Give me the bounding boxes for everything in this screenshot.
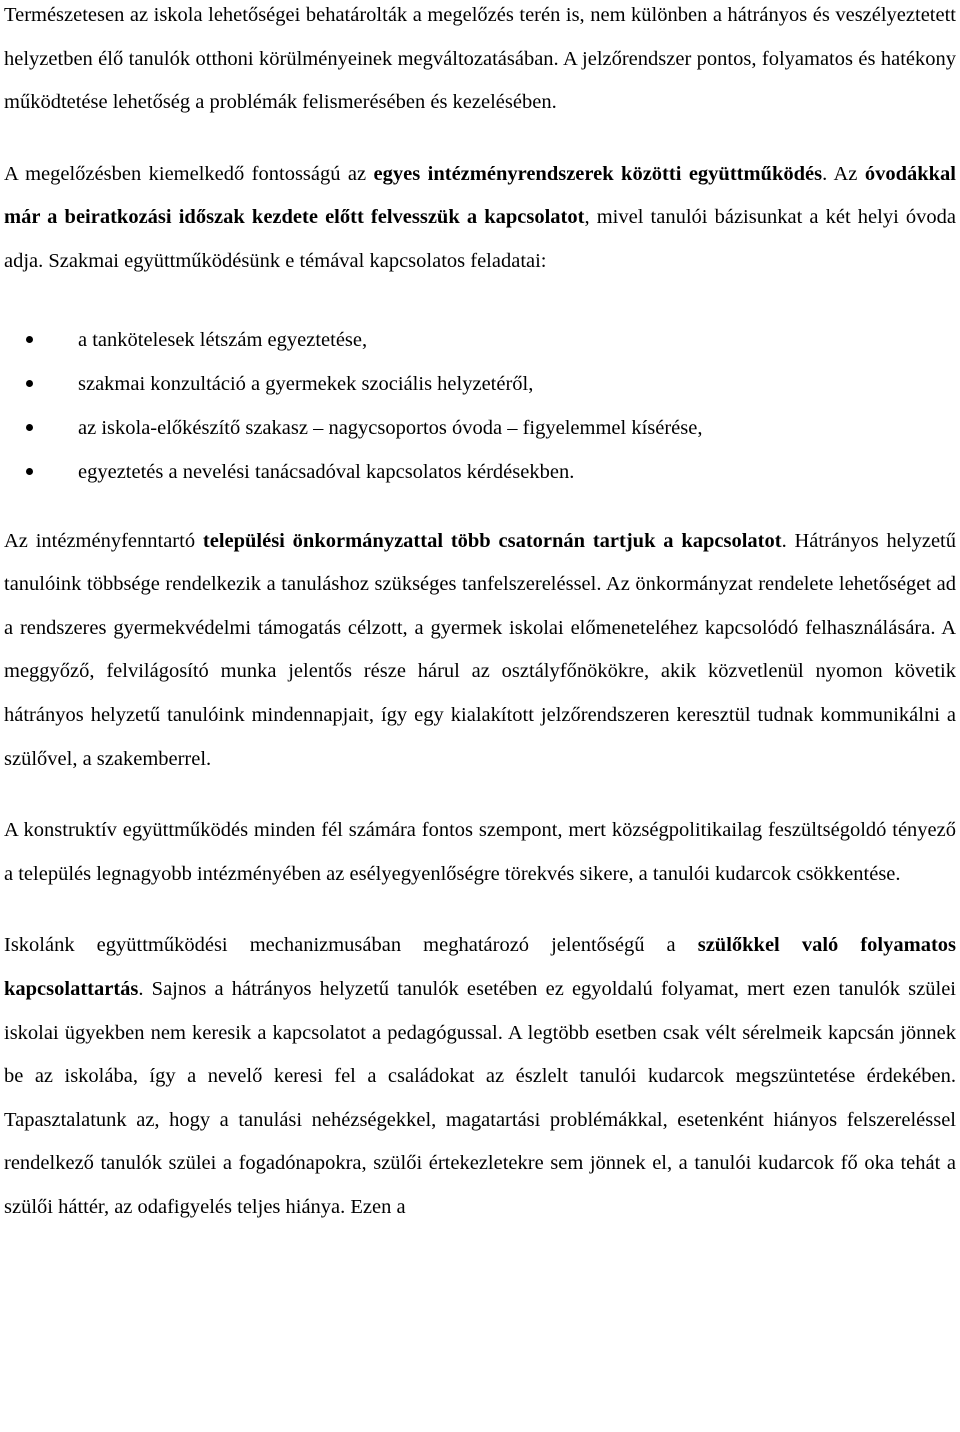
list-item <box>4 450 956 494</box>
bullet-dot-icon <box>26 424 33 431</box>
paragraph-parents-text-2: . Sajnos a hátrányos helyzetű tanulók esetében ez egyoldalú folyamat, mert ezen tanulók szülei iskolai ügyekben nem keresik a kapcsolatot a pedagógussal. A legtöbb esetben csak vélt sérelmeik kapcsán jönnek be az iskolába, így a nevelő keresi fel a családokat az észlelt tanulói kudarcok megszüntetése érdekében. Tapasztalatunk az, hogy a tanulási nehézségekkel, magatartási problémákkal, esetenként hiányos felszereléssel rendelkező tanulók szülei a fogadónapokra, szülői értekezletekre sem jönnek el, a tanulói kudarcok fő oka tehát a szülői háttér, az odafigyelés teljes hiánya. Ezen a <box>4 977 956 1218</box>
paragraph-constructive-text: A konstruktív együttműködés minden fél számára fontos szempont, mert községpolitikailag feszültségoldó tényező a település legnagyobb intézményében az esélyegyenlőségre törekvés sikere, a tanulói kudarcok csökkentése. <box>4 819 956 885</box>
list-item <box>4 362 956 406</box>
bullet-dot-icon <box>26 468 33 475</box>
paragraph-municipality <box>4 520 956 782</box>
paragraph-intro <box>4 0 956 125</box>
list-item-text: az iskola-előkészítő szakasz – nagycsoportos óvoda – figyelemmel kísérése, <box>78 416 703 439</box>
paragraph-municipality-text-1: Az intézményfenntartó <box>4 529 203 552</box>
paragraph-municipality-text-2: . Hátrányos helyzetű tanulóink többsége rendelkezik a tanuláshoz szükséges tanfelszereléssel. Az önkormányzat rendelete lehetőséget ad a rendszeres gyermekvédelmi támogatás célzott, a gyermek iskolai előmeneteléhez kapcsolódó felhasználására. A meggyőző, felvilágosító munka jelentős része hárul az osztályfőnökökre, akik közvetlenül nyomon követik hátrányos helyzetű tanulóink mindennapjait, így egy kialakított jelzőrendszeren keresztül tudnak kommunikálni a szülővel, a szakemberrel. <box>4 529 956 770</box>
paragraph-cooperation <box>4 153 956 284</box>
list-item <box>4 318 956 362</box>
paragraph-cooperation-bold-1: egyes intézményrendszerek közötti együttműködés <box>373 162 823 185</box>
document-page <box>4 0 956 1257</box>
paragraph-parents-text-1: Iskolánk együttműködési mechanizmusában meghatározó jelentőségű a <box>4 934 698 957</box>
list-item <box>4 406 956 450</box>
paragraph-cooperation-text-3: , mivel tanulói bázisunkat a két helyi óvoda adja. Szakmai együttműködésünk e témával kapcsolatos feladatai: <box>4 206 956 272</box>
paragraph-intro-text: Természetesen az iskola lehetőségei behatárolták a megelőzés terén is, nem különben a hátrányos és veszélyeztetett helyzetben élő tanulók otthoni körülményeinek megváltozatásában. A jelzőrendszer pontos, folyamatos és hatékony működtetése lehetőség a problémák felismerésében és kezelésében. <box>4 4 956 114</box>
paragraph-cooperation-bold-2: óvodákkal már a beiratkozási időszak kezdete előtt felvesszük a kapcsolatot <box>4 162 956 229</box>
bullet-dot-icon <box>26 380 33 387</box>
list-item-text: a tankötelesek létszám egyeztetése, <box>78 328 368 351</box>
paragraph-parents-bold: szülőkkel való folyamatos kapcsolattartás <box>4 934 956 1000</box>
list-item-text: szakmai konzultáció a gyermekek szociális helyzetéről, <box>78 372 534 395</box>
paragraph-cooperation-text-2: . Az <box>822 162 865 185</box>
paragraph-constructive <box>4 809 956 896</box>
paragraph-parents <box>4 924 956 1229</box>
paragraph-cooperation-text-1: A megelőzésben kiemelkedő fontosságú az <box>4 162 374 185</box>
task-bullet-list <box>4 318 956 494</box>
bullet-dot-icon <box>26 336 33 343</box>
paragraph-municipality-bold: települési önkormányzattal több csatornán tartjuk a kapcsolatot <box>202 529 782 552</box>
list-item-text: egyeztetés a nevelési tanácsadóval kapcsolatos kérdésekben. <box>78 460 575 483</box>
